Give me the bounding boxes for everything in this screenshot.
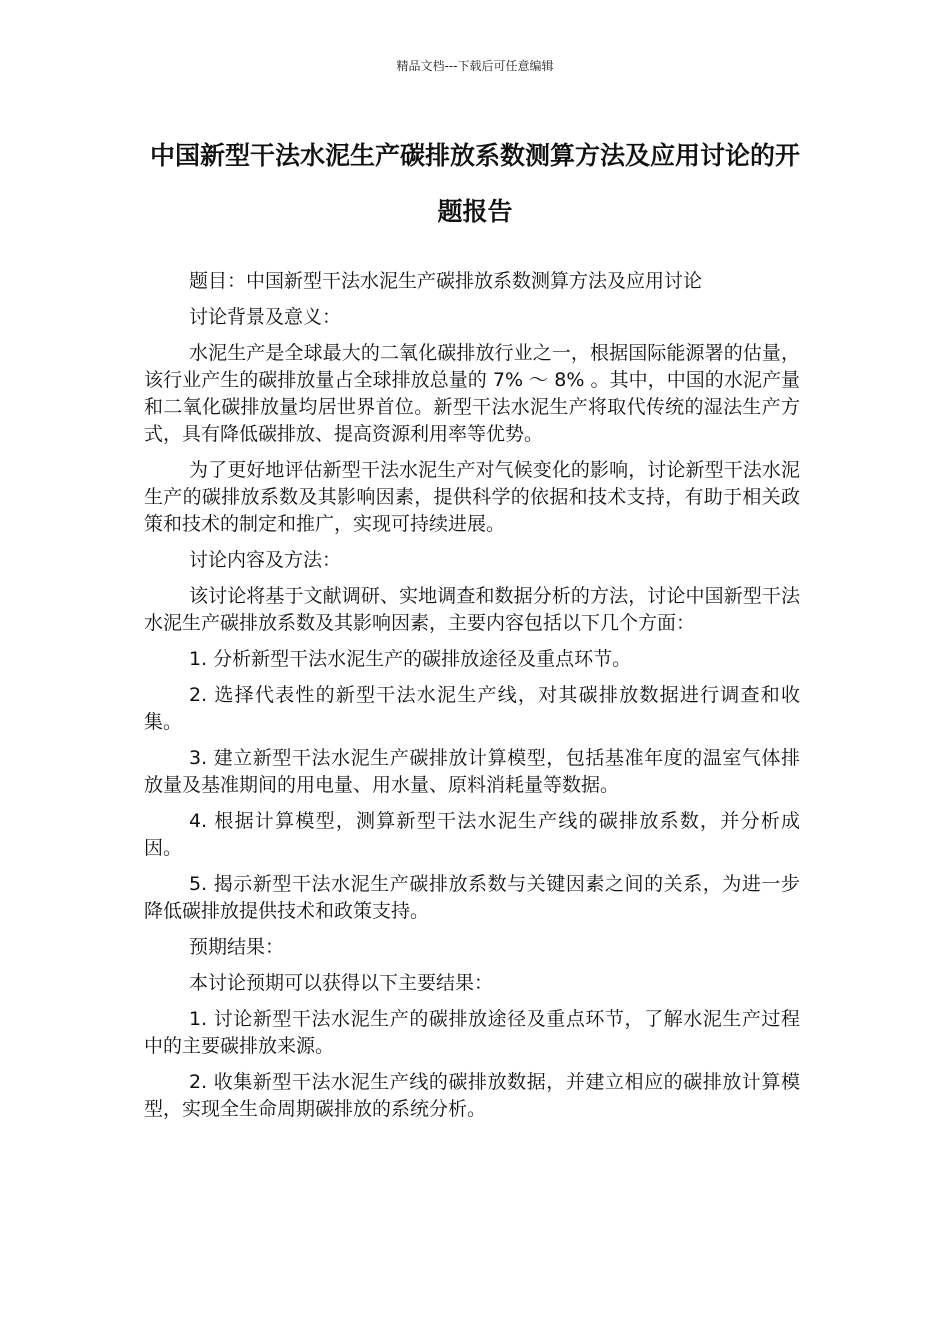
paragraph-content-item-2: 2. 选择代表性的新型干法水泥生产线，对其碳排放数据进行调查和收集。 bbox=[144, 684, 800, 733]
paragraph-background-1: 水泥生产是全球最大的二氧化碳排放行业之一，根据国际能源署的估量，该行业产生的碳排放量占全球排放总量的 7% ～ 8% 。其中，中国的水泥产量和二氧化碳排放量均居世界首位。新型干法水泥生产将取代传统的湿法生产方式，具有降低碳排放、提高资源利用率等优势。 bbox=[144, 342, 800, 445]
paragraph-content-item-5: 5. 揭示新型干法水泥生产碳排放系数与关键因素之间的关系，为进一步降低碳排放提供技术和政策支持。 bbox=[144, 873, 800, 922]
paragraph-results-item-1: 1. 讨论新型干法水泥生产的碳排放途径及重点环节，了解水泥生产过程中的主要碳排放来源。 bbox=[144, 1008, 800, 1057]
paragraph-results-intro: 本讨论预期可以获得以下主要结果： bbox=[189, 972, 494, 994]
paragraph-content-heading: 讨论内容及方法： bbox=[189, 549, 342, 571]
paragraph-content-item-1: 1. 分析新型干法水泥生产的碳排放途径及重点环节。 bbox=[189, 648, 632, 670]
paragraph-topic: 题目：中国新型干法水泥生产碳排放系数测算方法及应用讨论 bbox=[189, 270, 703, 292]
paragraph-results-item-2: 2. 收集新型干法水泥生产线的碳排放数据，并建立相应的碳排放计算模型，实现全生命周期碳排放的系统分析。 bbox=[144, 1071, 800, 1120]
paragraph-background-2: 为了更好地评估新型干法水泥生产对气候变化的影响，讨论新型干法水泥生产的碳排放系数及其影响因素，提供科学的依据和技术支持，有助于相关政策和技术的制定和推广，实现可持续进展。 bbox=[144, 459, 800, 535]
header-note: 精品文档---下载后可任意编辑 bbox=[396, 59, 554, 73]
paragraph-content-item-3: 3. 建立新型干法水泥生产碳排放计算模型，包括基准年度的温室气体排放量及基准期间的用电量、用水量、原料消耗量等数据。 bbox=[144, 747, 800, 796]
paragraph-content-item-4: 4. 根据计算模型，测算新型干法水泥生产线的碳排放系数，并分析成因。 bbox=[144, 810, 800, 859]
paragraph-background-heading: 讨论背景及意义： bbox=[189, 306, 342, 328]
paragraph-content-intro: 该讨论将基于文献调研、实地调查和数据分析的方法，讨论中国新型干法水泥生产碳排放系数及其影响因素，主要内容包括以下几个方面： bbox=[144, 585, 800, 634]
document-title: 中国新型干法水泥生产碳排放系数测算方法及应用讨论的开题报告 bbox=[149, 141, 800, 226]
paragraph-results-heading: 预期结果： bbox=[189, 936, 285, 958]
document-body bbox=[144, 268, 800, 1132]
